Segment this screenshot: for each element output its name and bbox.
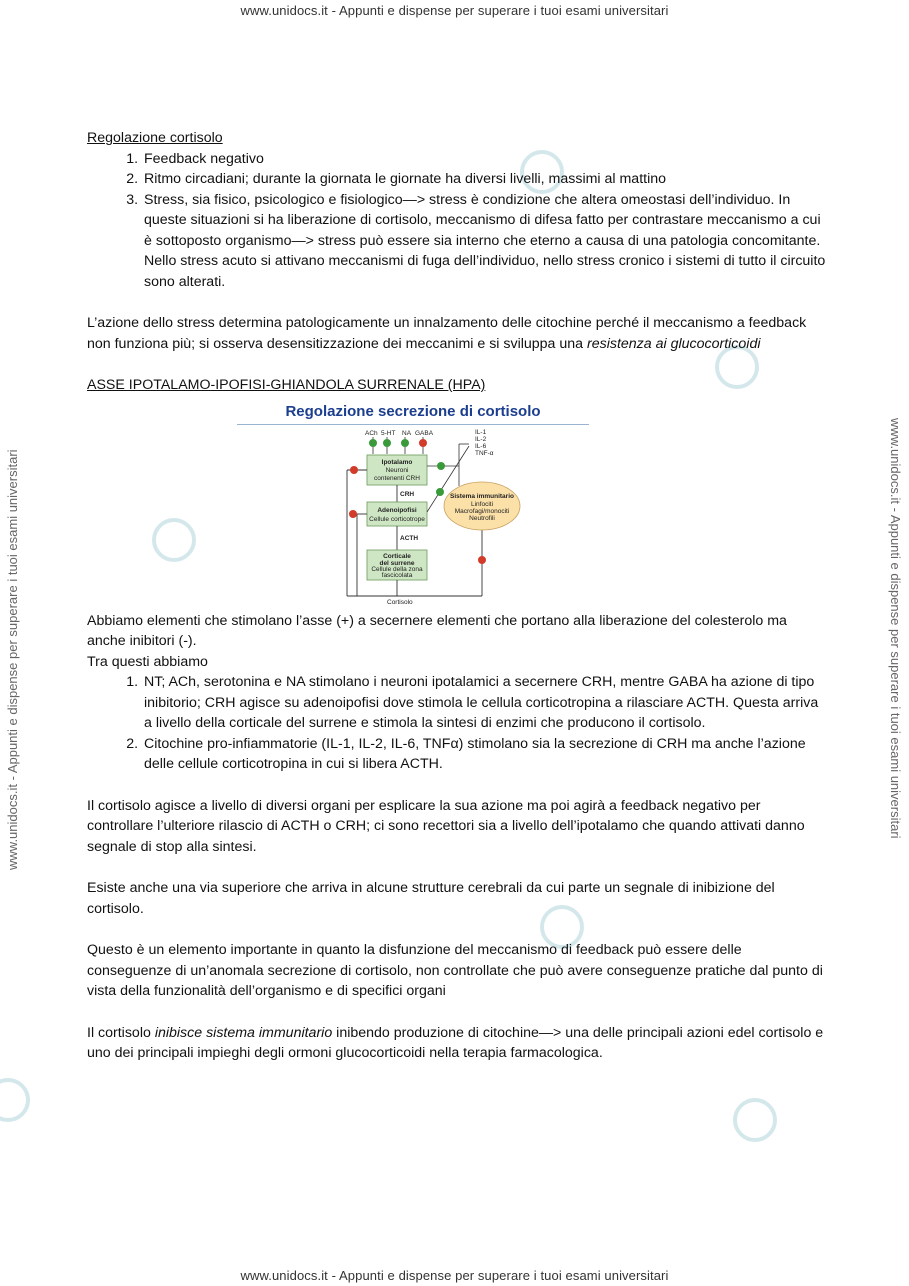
- document-body: [87, 128, 827, 1064]
- plus-marker: [401, 439, 409, 447]
- label-cortisolo: Cortisolo: [387, 598, 413, 606]
- list-item-extra: Nello stress acuto si attivano meccanismi di fuga dell’individuo, nello stress cronico i sistemi di tutto il circuito sono alterati.: [144, 253, 826, 290]
- minus-marker: [349, 510, 357, 518]
- watermark-footer: www.unidocs.it - Appunti e dispense per superare i tuoi esami universitari: [240, 1268, 669, 1283]
- heading-regolazione: Regolazione cortisolo: [87, 130, 223, 146]
- heading-hpa: ASSE IPOTALAMO-IPOFISI-GHIANDOLA SURRENALE (HPA): [87, 377, 486, 393]
- plus-marker: [437, 462, 445, 470]
- cytokine-label: IL-1: [475, 428, 487, 436]
- figure-title: Regolazione secrezione di cortisolo: [285, 402, 541, 420]
- cytokine-label: TNF-α: [475, 449, 494, 457]
- plus-marker: [383, 439, 391, 447]
- list-item: 1. NT; ACh, serotonina e NA stimolano i neuroni ipotalamici a secernere CRH, mentre GABA ha azione di tipo inibitorio; CRH agisce su adenoipofisi dove stimola le cellula corticotropina a rilasciare ACTH. Questa arriva a livello della corticale del surrene e stimola la sintesi di enzimi che producono il cortisolo.: [142, 672, 827, 734]
- box-ipotalamo-title: Ipotalamo: [381, 458, 413, 466]
- list-item: 2. Ritmo circadiani; durante la giornata le giornate ha diversi livelli, massimi al mattino: [142, 169, 827, 190]
- minus-marker: [419, 439, 427, 447]
- cytokine-label: IL-6: [475, 442, 487, 450]
- input-label-na: NA: [402, 429, 412, 437]
- paragraph-elements: Abbiamo elementi che stimolano l’asse (+) a secernere elementi che portano alla liberazione del colesterolo ma anche inibitori (-).: [87, 612, 787, 649]
- box-ipotalamo-sub: Neuroni: [385, 466, 409, 474]
- watermark-left: www.unidocs.it - Appunti e dispense per superare i tuoi esami universitari: [5, 449, 20, 870]
- unidocs-logo-icon: [733, 1098, 777, 1142]
- hpa-list: [87, 672, 827, 775]
- italic-term: inibisce sistema immunitario: [154, 1024, 333, 1041]
- box-adenoipofisi-sub: Cellule corticotrope: [369, 515, 425, 523]
- paragraph-via: Esiste anche una via superiore che arriva in alcune strutture cerebrali da cui parte un segnale di inibizione del cortisolo.: [87, 880, 775, 917]
- minus-marker: [478, 556, 486, 564]
- paragraph-text: Il cortisolo: [87, 1024, 155, 1041]
- cytokine-label: IL-2: [475, 435, 487, 443]
- paragraph-tra-questi: Tra questi abbiamo: [87, 653, 208, 670]
- immune-title: Sistema immunitario: [450, 492, 514, 500]
- immune-item: Neutrofili: [469, 514, 495, 522]
- italic-term: resistenza ai glucocorticoidi: [587, 335, 761, 352]
- paragraph-text: inibendo produzione di citochine—> una delle principali azioni edel cortisolo e uno dei principali impieghi degli ormoni glucocorticoidi nella terapia farmacologica.: [87, 1024, 824, 1061]
- label-crh: CRH: [400, 490, 415, 498]
- box-corticale-sub: Cellule della zona: [371, 565, 423, 573]
- label-acth: ACTH: [400, 534, 419, 542]
- figure-rule: [237, 424, 589, 425]
- list-item: 2. Citochine pro-infiammatorie (IL-1, IL-2, IL-6, TNFα) stimolano sia la secrezione di CRH ma anche l’azione delle cellule corticotropina in cui si libera ACTH.: [142, 734, 827, 775]
- cortisol-regulation-figure: [237, 402, 589, 607]
- regolazione-list: [87, 149, 827, 293]
- input-label-ach: ACh: [365, 429, 378, 437]
- immune-item: Macrofagi/monociti: [454, 507, 510, 515]
- list-item: 1. Feedback negativo: [142, 149, 827, 170]
- box-adenoipofisi-title: Adenoipofisi: [377, 506, 417, 514]
- box-corticale-sub: fascicolata: [381, 571, 413, 579]
- input-label-gaba: GABA: [415, 429, 434, 437]
- immune-item: Linfociti: [470, 500, 494, 508]
- watermark-header: www.unidocs.it - Appunti e dispense per superare i tuoi esami universitari: [240, 3, 669, 18]
- watermark-right: www.unidocs.it - Appunti e dispense per superare i tuoi esami universitari: [888, 418, 903, 839]
- plus-marker: [369, 439, 377, 447]
- box-corticale-title: Corticale: [383, 552, 411, 560]
- list-item: [142, 190, 827, 293]
- minus-marker: [350, 466, 358, 474]
- paragraph-last: [87, 1023, 827, 1064]
- plus-marker: [436, 488, 444, 496]
- box-corticale-title: del surrene: [379, 559, 415, 567]
- paragraph-stress: [87, 313, 827, 354]
- input-label-5ht: 5-HT: [381, 429, 396, 437]
- hpa-diagram: [237, 426, 589, 606]
- box-ipotalamo-sub: contenenti CRH: [374, 474, 420, 482]
- paragraph-feedback: Il cortisolo agisce a livello di diversi organi per esplicare la sua azione ma poi agirà a feedback negativo per controllare l’ulteriore rilascio di ACTH o CRH; ci sono recettori sia a livello dell’ipotalamo che quando attivati danno segnale di stop alla sintesi.: [87, 797, 805, 855]
- paragraph-text: L’azione dello stress determina patologicamente un innalzamento delle citochine perché il meccanismo a feedback non funziona più; si osserva desensitizzazione dei meccanimi e si sviluppa una: [87, 315, 807, 352]
- paragraph-importante: Questo è un elemento importante in quanto la disfunzione del meccanismo di feedback può essere delle conseguenze di un’anomala secrezione di cortisolo, non controllate che può avere conseguenze pratiche dal punto di vista della funzionalità dell’organismo e di specifici organi: [87, 942, 823, 999]
- list-item-text: Stress, sia fisico, psicologico e fisiologico—> stress è condizione che altera omeostasi dell’individuo. In queste situazioni si ha liberazione di cortisolo, meccanismo di difesa fatto per contrastare meccanismo a cui è sottoposto organismo—> stress può essere sia interno che eterno a causa di una patologia concomitante.: [144, 191, 821, 249]
- unidocs-logo-icon: [0, 1078, 30, 1122]
